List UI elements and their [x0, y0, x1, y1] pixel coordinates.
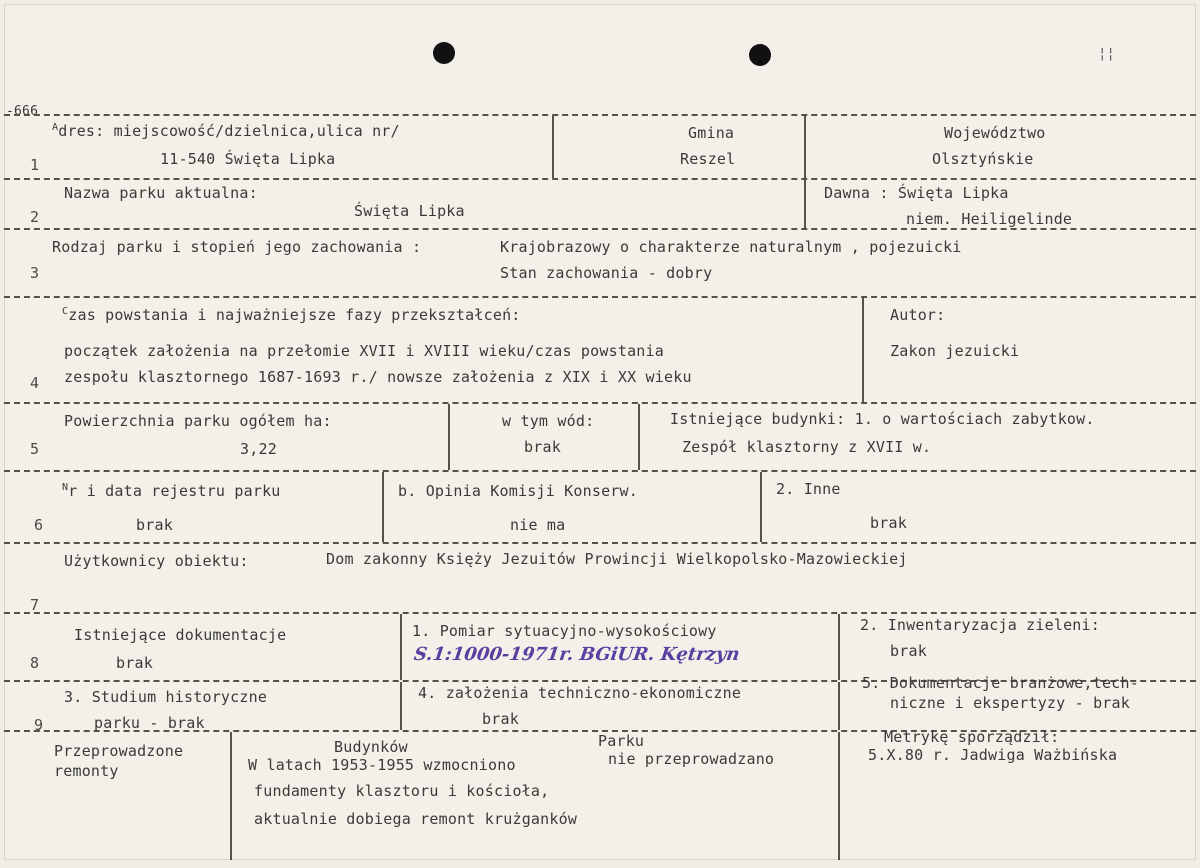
rule-top [4, 114, 1196, 116]
vrule-r1-a [552, 116, 554, 178]
buildings-repairs-line-3: aktualnie dobiega remont krużganków [254, 810, 578, 828]
vrule-r1-b [804, 116, 806, 178]
voivodeship-value: Olsztyńskie [932, 150, 1034, 168]
row-number: 4 [30, 374, 40, 392]
row-number: 1 [30, 156, 40, 174]
greenery-label: 2. Inwentaryzacja zieleni: [860, 616, 1100, 634]
other-value: brak [870, 514, 907, 532]
branch-docs-line-2: niczne i ekspertyzy - brak [890, 694, 1130, 712]
buildings-repairs-line-1: W latach 1953-1955 wzmocniono [248, 756, 516, 774]
rule-1 [4, 178, 1196, 180]
row-number: 2 [30, 208, 40, 226]
survey-label: 1. Pomiar sytuacyjno-wysokościowy [412, 622, 717, 640]
former-name-value: niem. Heiligelinde [906, 210, 1073, 228]
study-value: parku - brak [94, 714, 205, 732]
park-repairs-value: nie przeprowadzano [608, 750, 775, 768]
users-value: Dom zakonny Księży Jezuitów Prowincji Wielkopolsko-Mazowieckiej [326, 550, 908, 568]
row-number: 3 [30, 264, 40, 282]
water-label: w tym wód: [502, 412, 595, 430]
park-repairs-label: Parku [598, 732, 645, 750]
study-label: 3. Studium historyczne [64, 688, 268, 706]
users-label: Użytkownicy obiektu: [64, 552, 249, 570]
rule-3 [4, 296, 1196, 298]
row-number: 9 [34, 716, 44, 734]
author-label: Autor: [890, 306, 946, 324]
opinion-label: b. Opinia Komisji Konserw. [398, 482, 638, 500]
vrule-r6-a [382, 472, 384, 542]
address-value: 11-540 Święta Lipka [160, 150, 336, 168]
area-label: Powierzchnia parku ogółem ha: [64, 412, 332, 430]
vrule-r8-a [400, 614, 402, 680]
author-record-label: Metrykę sporządził: [884, 728, 1060, 746]
row-number: 7 [30, 596, 40, 614]
park-name-value: Święta Lipka [354, 202, 465, 220]
buildings-value: Zespół klasztorny z XVII w. [682, 438, 932, 456]
branch-docs-line-1: 5. Dokumentacje branżowe,tech- [862, 674, 1139, 692]
corner-number: -666 [6, 104, 39, 119]
margin-mark: ¦¦ [1098, 46, 1115, 62]
rule-4 [4, 402, 1196, 404]
survey-handwritten-note: S.1:1000-1971r. BGiUR. Kętrzyn [412, 644, 741, 665]
author-value: Zakon jezuicki [890, 342, 1020, 360]
opinion-value: nie ma [510, 516, 566, 534]
repairs-label-2: remonty [54, 762, 119, 780]
former-name-label: Dawna : Święta Lipka [824, 184, 1009, 202]
vrule-r4 [862, 298, 864, 402]
inventory-card [4, 4, 1196, 860]
vrule-r8-b [838, 614, 840, 680]
documentation-value: brak [116, 654, 153, 672]
row-number: 5 [30, 440, 40, 458]
gmina-value: Reszel [680, 150, 736, 168]
water-value: brak [524, 438, 561, 456]
condition-value: Stan zachowania - dobry [500, 264, 713, 282]
vrule-r5-a [448, 404, 450, 470]
vrule-r6-b [760, 472, 762, 542]
buildings-label: Istniejące budynki: 1. o wartościach zabytkow. [670, 410, 1095, 428]
punch-hole-right [749, 44, 771, 66]
gmina-label: Gmina [688, 124, 735, 142]
vrule-r9-b [838, 682, 840, 730]
park-type-value: Krajobrazowy o charakterze naturalnym , pojezuicki [500, 238, 962, 256]
register-label: $^N$r i data rejestru parku [62, 482, 281, 500]
park-name-label: Nazwa parku aktualna: [64, 184, 258, 202]
row-number: 6 [34, 516, 44, 534]
other-label: 2. Inne [776, 480, 841, 498]
address-label: $^A$dres: miejscowość/dzielnica,ulica nr/ [52, 122, 400, 140]
tech-econ-label: 4. założenia techniczno-ekonomiczne [418, 684, 742, 702]
area-value: 3,22 [240, 440, 277, 458]
rule-5 [4, 470, 1196, 472]
tech-econ-value: brak [482, 710, 519, 728]
history-line-1: początek założenia na przełomie XVII i XVIII wieku/czas powstania [64, 342, 664, 360]
voivodeship-label: Województwo [944, 124, 1046, 142]
buildings-repairs-label: Budynków [334, 738, 408, 756]
row-number: 8 [30, 654, 40, 672]
vrule-r10-b [838, 732, 840, 860]
park-type-label: Rodzaj parku i stopień jego zachowania : [52, 238, 422, 256]
history-label: $^C$zas powstania i najważniejsze fazy przekształceń: [62, 306, 521, 324]
vrule-r9-a [400, 682, 402, 730]
repairs-label: Przeprowadzone [54, 742, 184, 760]
rule-6 [4, 542, 1196, 544]
register-value: brak [136, 516, 173, 534]
vrule-r2 [804, 180, 806, 228]
vrule-r10-a [230, 732, 232, 860]
greenery-value: brak [890, 642, 927, 660]
history-line-2: zespołu klasztornego 1687-1693 r./ nowsze założenia z XIX i XX wieku [64, 368, 692, 386]
vrule-r5-b [638, 404, 640, 470]
punch-hole-left [433, 42, 455, 64]
rule-2 [4, 228, 1196, 230]
documentation-label: Istniejące dokumentacje [74, 626, 287, 644]
buildings-repairs-line-2: fundamenty klasztoru i kościoła, [254, 782, 550, 800]
author-record-value: 5.X.80 r. Jadwiga Ważbińska [868, 746, 1118, 764]
rule-7 [4, 612, 1196, 614]
